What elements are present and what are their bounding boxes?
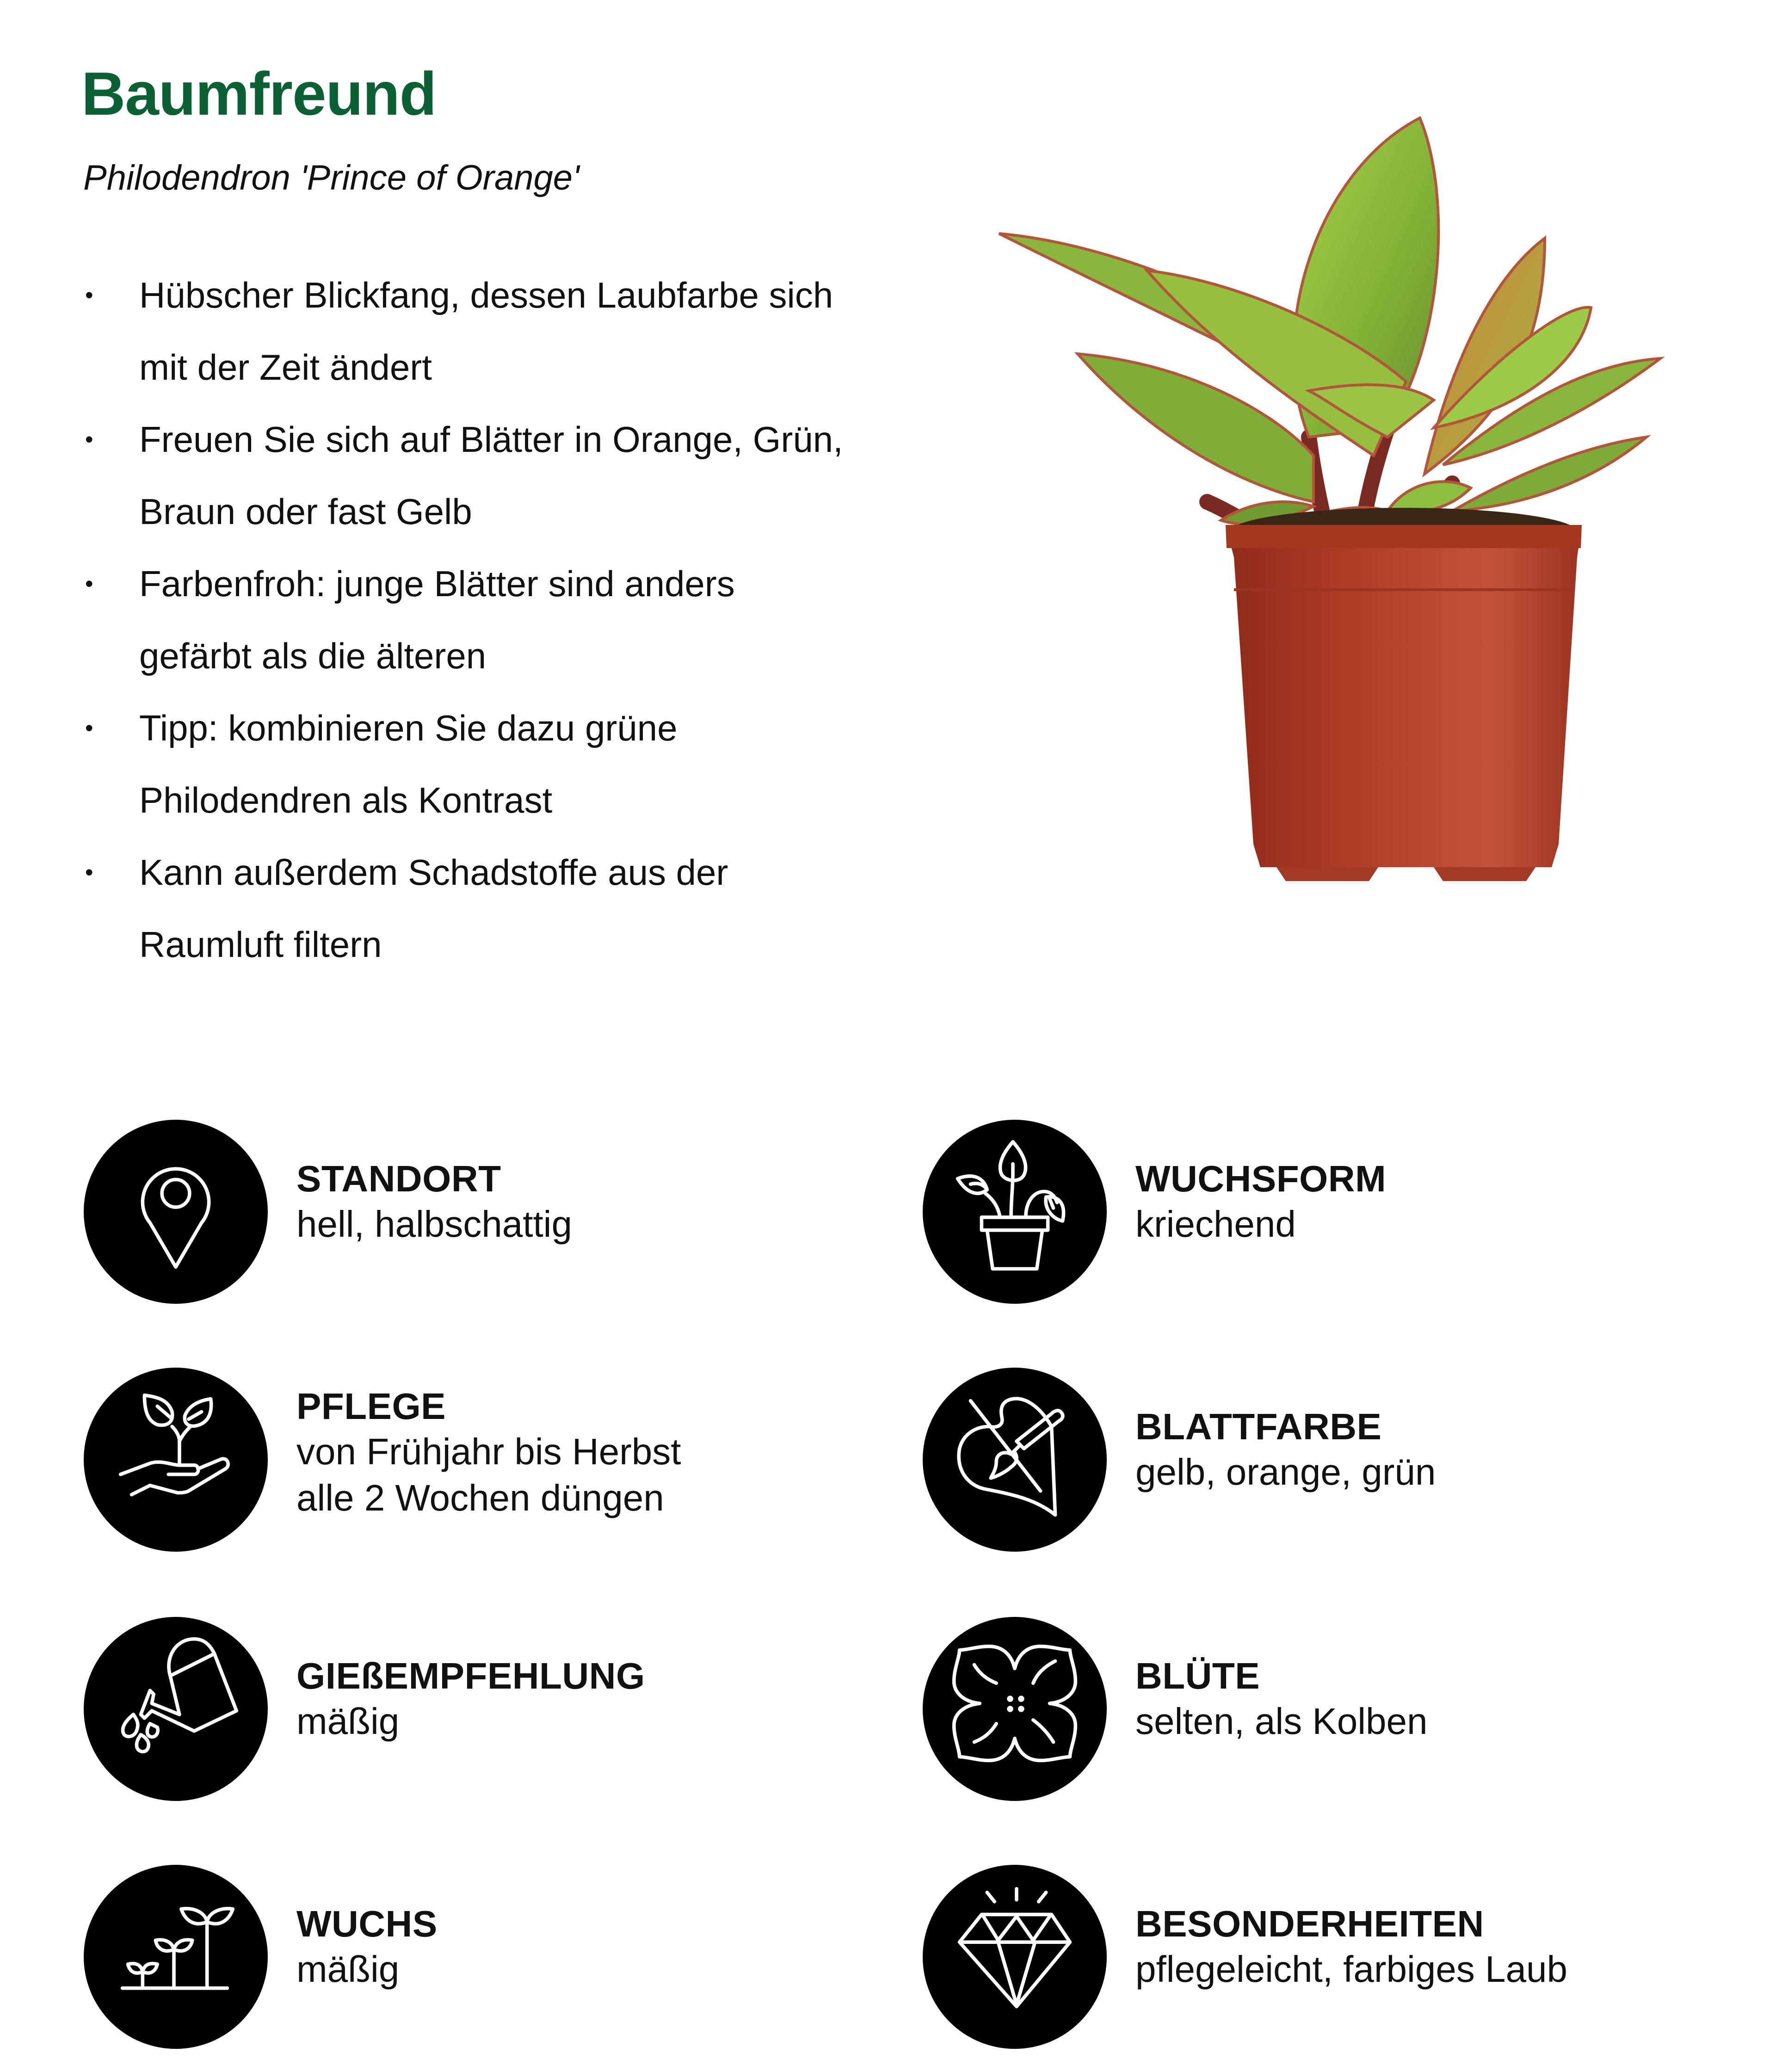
bullet-line: Tipp: kombinieren Sie dazu grüne	[139, 708, 678, 748]
feature-value: von Frühjahr bis Herbst	[296, 1431, 681, 1472]
feature-label: WUCHSFORM	[1135, 1158, 1387, 1199]
bullet-line: Freuen Sie sich auf Blätter in Orange, Grün,	[139, 419, 843, 460]
feature-label: WUCHS	[296, 1903, 438, 1944]
bullet-line: Hübscher Blickfang, dessen Laubfarbe sich	[139, 275, 833, 315]
feature-value: selten, als Kolben	[1135, 1701, 1428, 1742]
feature-bluete	[923, 1617, 1709, 1811]
location-pin-icon	[84, 1120, 268, 1304]
bullet-dot-icon: •	[85, 571, 93, 597]
feature-icon-badge	[923, 1120, 1107, 1304]
feature-value: hell, halbschattig	[296, 1203, 572, 1245]
feature-icon-badge	[923, 1617, 1107, 1801]
product-image	[990, 104, 1711, 950]
botanical-name: Philodendron 'Prince of Orange'	[83, 158, 580, 197]
feature-value: pflegeleicht, farbiges Laub	[1135, 1949, 1567, 1990]
watering-can-icon	[84, 1617, 268, 1801]
bullet-item	[79, 548, 934, 692]
feature-standort	[84, 1120, 870, 1314]
feature-bullet-list	[79, 259, 934, 980]
feature-label: BESONDERHEITEN	[1135, 1903, 1484, 1944]
bullet-item	[79, 836, 934, 980]
feature-label: GIEßEMPFEHLUNG	[296, 1655, 645, 1696]
feature-wuchsform	[923, 1120, 1709, 1314]
feature-giessempfehlung	[84, 1617, 870, 1811]
bullet-line: Braun oder fast Gelb	[139, 491, 472, 532]
feature-icon-badge	[84, 1120, 268, 1304]
bullet-item	[79, 403, 934, 548]
bullet-dot-icon: •	[85, 715, 93, 741]
feature-value: mäßig	[296, 1701, 400, 1742]
bullet-line: Philodendren als Kontrast	[139, 780, 553, 820]
bullet-dot-icon: •	[85, 282, 93, 308]
feature-wuchs	[84, 1865, 870, 2059]
feature-label: BLÜTE	[1135, 1655, 1260, 1696]
potted-plant-icon	[923, 1120, 1107, 1304]
bullet-dot-icon: •	[85, 859, 93, 885]
feature-value: kriechend	[1135, 1203, 1296, 1245]
bullet-line: Kann außerdem Schadstoffe aus der	[139, 852, 728, 893]
bullet-line: Farbenfroh: junge Blätter sind anders	[139, 563, 735, 604]
feature-pflege	[84, 1368, 870, 1562]
bullet-item	[79, 692, 934, 836]
bullet-line: Raumluft filtern	[139, 924, 382, 965]
feature-icon-badge	[84, 1617, 268, 1801]
feature-value: gelb, orange, grün	[1135, 1451, 1436, 1492]
feature-label: BLATTFARBE	[1135, 1406, 1382, 1447]
growing-sprouts-icon	[84, 1865, 268, 2049]
feature-label: STANDORT	[296, 1158, 501, 1199]
bullet-item	[79, 259, 934, 403]
potted-philodendron-illustration	[990, 104, 1711, 950]
feature-icon-badge	[84, 1368, 268, 1552]
feature-icon-badge	[84, 1865, 268, 2049]
feature-blattfarbe	[923, 1368, 1709, 1562]
hand-seedling-icon	[84, 1368, 268, 1552]
diamond-icon	[923, 1865, 1107, 2049]
feature-icon-badge	[923, 1368, 1107, 1552]
bullet-line: mit der Zeit ändert	[139, 347, 432, 388]
flower-icon	[923, 1617, 1107, 1801]
feature-besonderheiten	[923, 1865, 1709, 2059]
bullet-line: gefärbt als die älteren	[139, 635, 487, 676]
leaf-paintbrush-icon	[923, 1368, 1107, 1552]
feature-value: mäßig	[296, 1949, 400, 1990]
feature-icon-badge	[923, 1865, 1107, 2049]
feature-label: PFLEGE	[296, 1386, 446, 1427]
page-title: Baumfreund	[81, 60, 437, 128]
bullet-dot-icon: •	[85, 426, 93, 452]
feature-value: alle 2 Wochen düngen	[296, 1477, 664, 1518]
